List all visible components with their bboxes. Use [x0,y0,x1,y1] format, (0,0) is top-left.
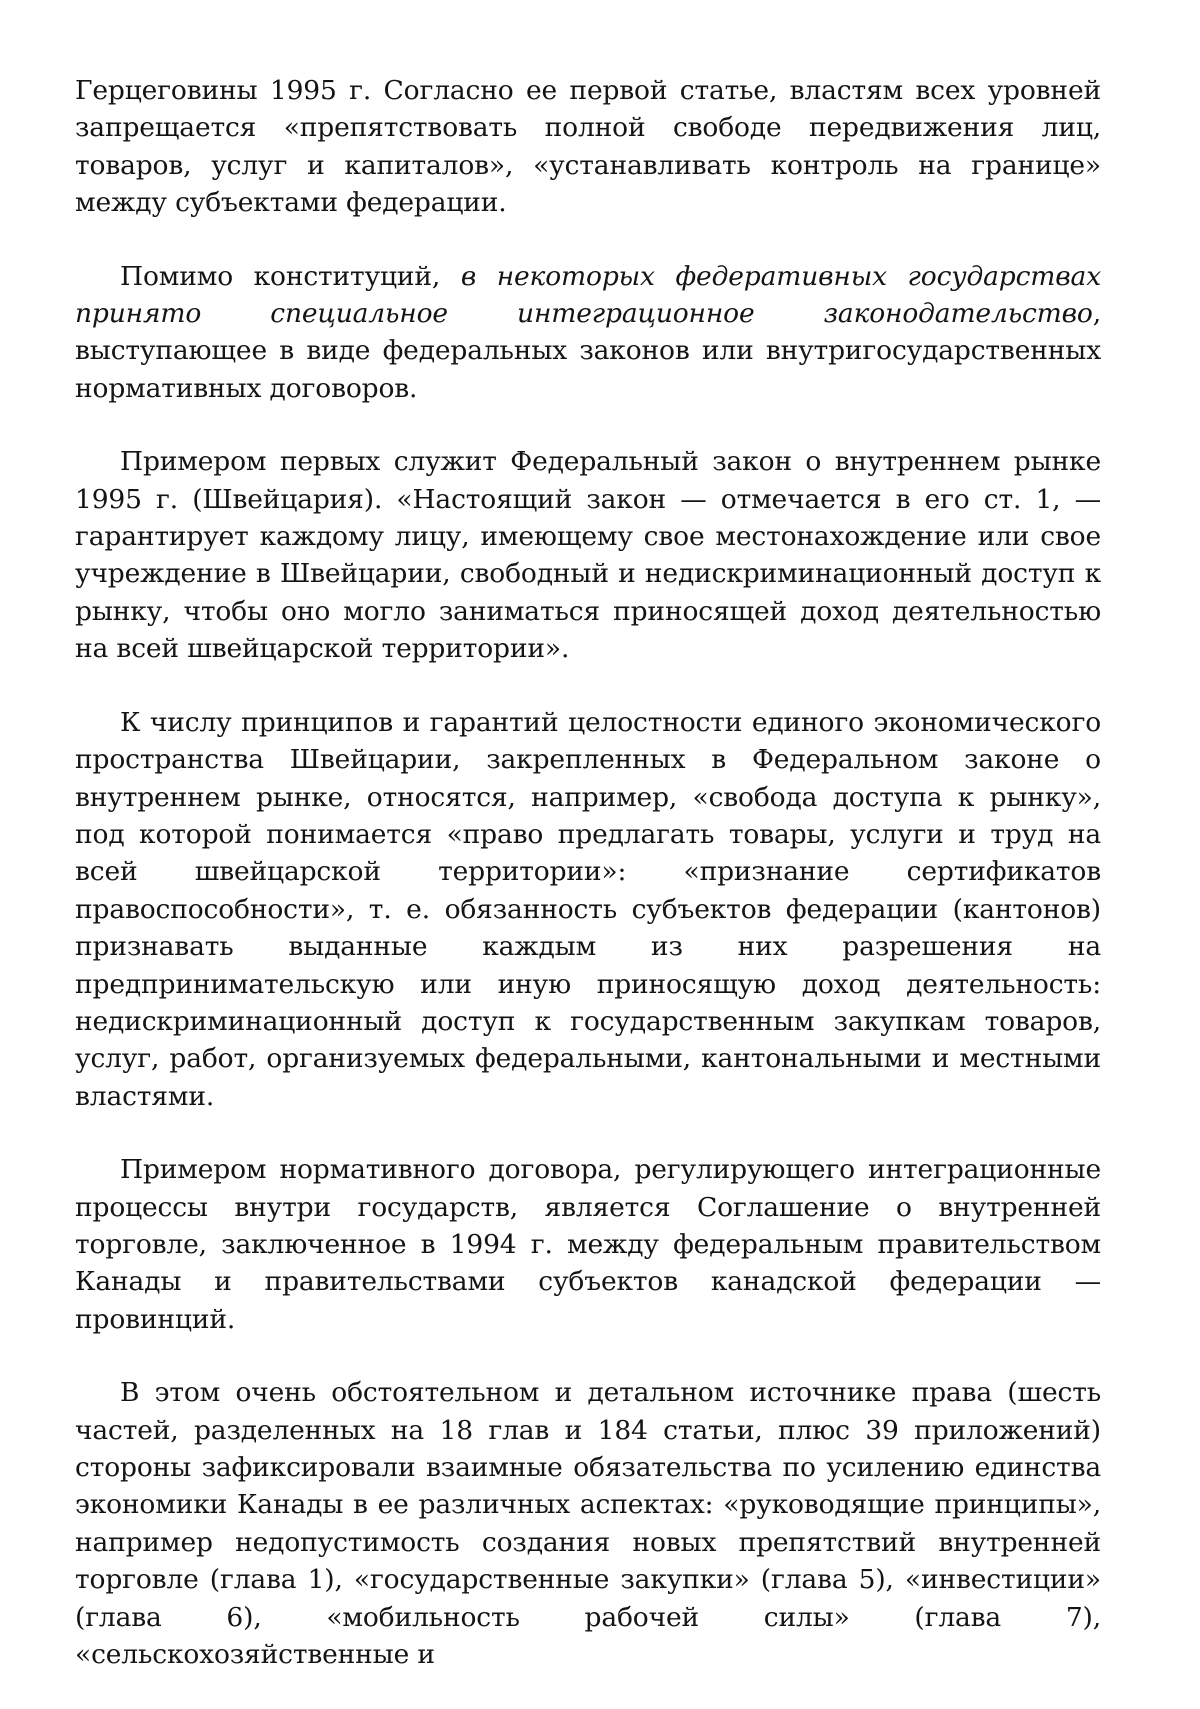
paragraph-3 [75,443,1101,667]
document-page [75,72,1101,1709]
paragraph-2-text-start: Помимо конституций, [120,260,461,292]
paragraph-1 [75,72,1101,222]
paragraph-5-text: Примером нормативного договора, регулирующего интеграционные процессы внутри государств, является Соглашение о внутренней торговле, заключенное в 1994 г. между федеральным правительством Канады и правительствами субъектов канадской федерации — провинций. [75,1154,1101,1335]
paragraph-3-text: Примером первых служит Федеральный закон о внутреннем рынке 1995 г. (Швейцария). «Настоящий закон — отмечается в его ст. 1, — гарантирует каждому лицу, имеющему свое местонахождение или свое учреждение в Швейцарии, свободный и недискриминационный доступ к рынку, чтобы оно могло заниматься приносящей доход деятельностью на всей швейцарской территории». [75,446,1101,665]
paragraph-1-text: Герцеговины 1995 г. Согласно ее первой статье, властям всех уровней запрещается «препятствовать полной свободе передвижения лиц, товаров, услуг и капиталов», «устанавливать контроль на границе» между субъектами федерации. [75,75,1101,219]
paragraph-2-text-end: , выступающее в виде федеральных законов или внутригосударственных нормативных договоров. [75,298,1101,404]
paragraph-4-text: К числу принципов и гарантий целостности единого экономического пространства Швейцарии, закрепленных в Федеральном законе о внутреннем рынке, относятся, например, «свобода доступа к рынку», под которой понимается «право предлагать товары, услуги и труд на всей швейцарской территории»: «признание сертификатов правоспособности», т. е. обязанность субъектов федерации (кантонов) признавать выданные каждым из них разрешения на предпринимательскую или иную приносящую доход деятельность: недискриминационный доступ к государственным закупкам товаров, услуг, работ, организуемых федеральными, кантональными и местными властями. [75,706,1101,1112]
paragraph-4 [75,704,1101,1115]
paragraph-2-italic-emphasis: в некоторых федеративных государствах принято специальное интеграционное законодательство [75,260,1102,330]
paragraph-5 [75,1151,1101,1338]
paragraph-6 [75,1374,1101,1673]
paragraph-6-text: В этом очень обстоятельном и детальном источнике права (шесть частей, разделенных на 18 глав и 184 статьи, плюс 39 приложений) стороны зафиксировали взаимные обязательства по усилению единства экономики Канады в ее различных аспектах: «руководящие принципы», например недопустимость создания новых препятствий внутренней торговле (глава 1), «государственные закупки» (глава 5), «инвестиции» (глава 6), «мобильность рабочей силы» (глава 7), «сельскохозяйственные и [75,1377,1101,1671]
paragraph-2 [75,258,1101,408]
